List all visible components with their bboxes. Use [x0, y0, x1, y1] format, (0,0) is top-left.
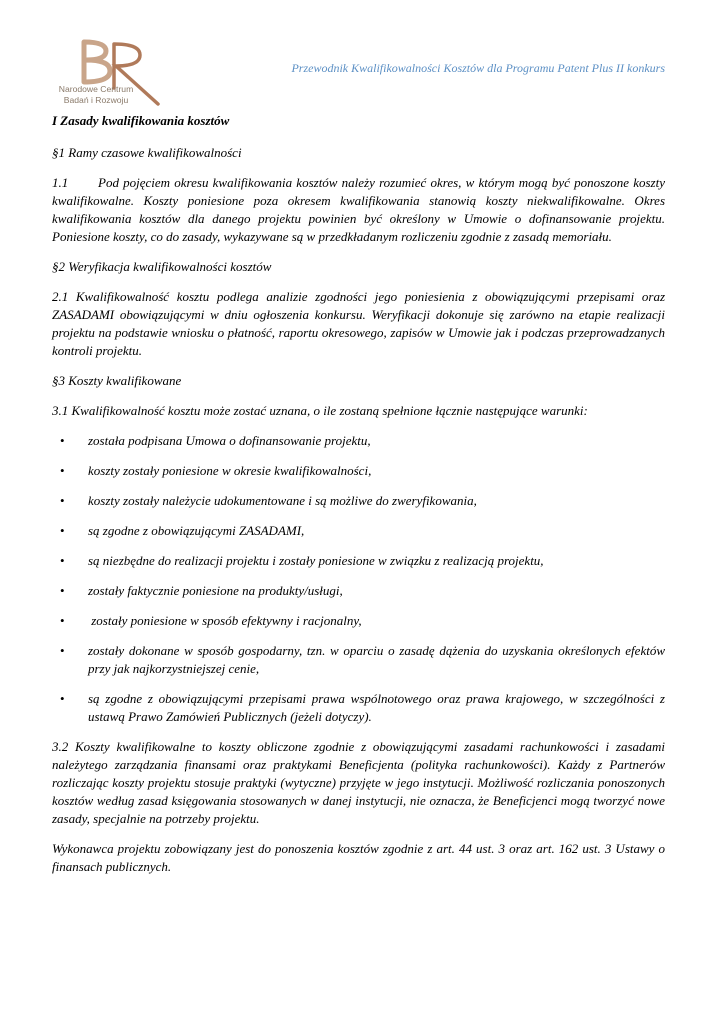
section-2-title: §2 Weryfikacja kwalifikowalności kosztów	[52, 259, 272, 274]
list-item: • zostały faktycznie poniesione na produkty/usługi,	[60, 583, 343, 598]
list-item: • koszty zostały poniesione w okresie kwalifikowalności,	[60, 463, 372, 478]
section-1-title: §1 Ramy czasowe kwalifikowalności	[52, 145, 242, 160]
bullet-icon: •	[60, 643, 65, 658]
list-item: • są zgodne z obowiązującymi przepisami prawa wspólnotowego oraz prawa krajowego, w szczególności z ustawą Prawo Zamówień Publicznych (jeżeli dotyczy).	[60, 691, 665, 724]
bullet-icon: •	[60, 463, 65, 478]
bullet-icon: •	[60, 493, 65, 508]
document-body	[52, 112, 665, 888]
bullet-icon: •	[60, 691, 65, 706]
bullet-icon: •	[60, 613, 65, 628]
bullet-icon: •	[60, 523, 65, 538]
list-item: • są niezbędne do realizacji projektu i zostały poniesione w związku z realizacją projektu,	[60, 553, 544, 568]
section-3-2-paragraph: 3.2 Koszty kwalifikowalne to koszty obliczone zgodnie z obowiązującymi zasadami rachunkowości i zasadami należytego zarządzania finansami oraz praktykami Beneficjenta (polityka rachunkowości). Każdy z Partnerów rozliczając koszty projektu stosuje praktyki (wytyczne) przyjęte w jego instytucji. Możliwość rozliczania ponoszonych kosztów według zasad księgowania stosowanych w danej instytucji, nie oznacza, że Beneficjenci mogą tworzyć nowe zasady, specjalnie na potrzeby projektu.	[52, 739, 665, 826]
conditions-list	[52, 432, 665, 726]
chapter-heading: I Zasady kwalifikowania kosztów	[52, 113, 230, 128]
list-item: • są zgodne z obowiązującymi ZASADAMI,	[60, 523, 305, 538]
list-item: • zostały poniesione w sposób efektywny i racjonalny,	[60, 613, 362, 628]
section-1-text: Pod pojęciem okresu kwalifikowania kosztów należy rozumieć okres, w którym mogą być ponoszone koszty kwalifikowalne. Koszty poniesione poza okresem kwalifikowania stanowią koszty niekwalifikowalne. Okres kwalifikowania kosztów dla danego projektu powinien być określony w Umowie o dofinansowanie projektu. Poniesione koszty, co do zasady, wykazywane są w przedkładanym rozliczeniu zgodnie z zasadą memoriału.	[52, 175, 665, 244]
list-item: • zostały dokonane w sposób gospodarny, tzn. w oparciu o zasadę dążenia do uzyskania określonych efektów przy jak najkorzystniejszej cenie,	[60, 643, 665, 676]
closing-paragraph: Wykonawca projektu zobowiązany jest do ponoszenia kosztów zgodnie z art. 44 ust. 3 oraz art. 162 ust. 3 Ustawy o finansach publicznych.	[52, 841, 665, 874]
bullet-icon: •	[60, 433, 65, 448]
section-3-title: §3 Koszty kwalifikowane	[52, 373, 182, 388]
logo-line-2: Badań i Rozwoju	[63, 95, 129, 105]
running-header: Przewodnik Kwalifikowalności Kosztów dla Programu Patent Plus II konkurs	[291, 61, 665, 75]
bullet-icon: •	[60, 583, 65, 598]
logo-caption	[58, 84, 134, 106]
section-1-number: 1.1	[52, 175, 69, 190]
logo-line-1: Narodowe Centrum	[58, 84, 134, 94]
list-item: • koszty zostały należycie udokumentowane i są możliwe do zweryfikowania,	[60, 493, 477, 508]
section-2-paragraph: 2.1 Kwalifikowalność kosztu podlega analizie zgodności jego poniesienia z obowiązującymi przepisami oraz ZASADAMI obowiązującymi w dniu ogłoszenia konkursu. Weryfikacji dokonuje się zarówno na etapie realizacji projektu na podstawie wniosku o płatność, raportu okresowego, zapisów w Umowie jak i podczas przeprowadzanych kontroli projektu.	[52, 289, 665, 358]
list-item: • została podpisana Umowa o dofinansowanie projektu,	[60, 433, 371, 448]
ncbr-logo	[58, 38, 168, 114]
section-3-intro: 3.1 Kwalifikowalność kosztu może zostać uznana, o ile zostaną spełnione łącznie następujące warunki:	[52, 403, 588, 418]
bullet-icon: •	[60, 553, 65, 568]
section-1-paragraph	[52, 174, 665, 246]
